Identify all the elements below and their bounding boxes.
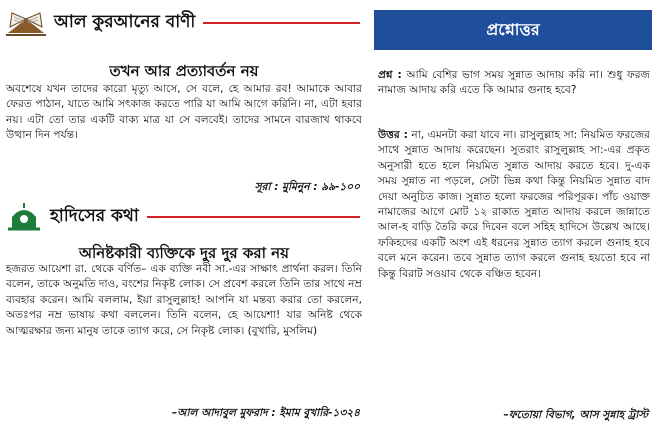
- qa-answer-label: উত্তর :: [378, 129, 408, 141]
- hadith-body: হজরত আয়েশা রা. থেকে বর্ণিত– এক ব্যক্তি নবী সা.-এর সাক্ষাৎ প্রার্থনা করল। তিনি বলেন, তাকে অনুমতি দাও, বংশের নিকৃষ্ট লোক। সে প্রবেশ করলে তিনি তার সাথে নম্র ব্যবহার করেন। আমি বললাম, ইয়া রাসুলুল্লাহ! আপনি যা মন্তব্য করার তো করলেন, অতঃপর নম্র ভাষায় কথা বললেন। তিনি বলেন, হে আয়েশা! যার অনিষ্ট থেকে আত্মরক্ষার জন্য মানুষ তাকে ত্যাগ করে, সে নিকৃষ্ট লোক। (বুখারি, মুসলিম): [6, 263, 363, 337]
- left-column: [4, 4, 364, 434]
- quran-body: অবশেষে যখন তাদের কারো মৃত্যু আসে, সে বলে, হে আমার রব! আমাকে আবার ফেরত পাঠান, যাতে আমি সৎকাজ করতে পারি যা আমি আগে করিনি। না, এটা হবার নয়। এটা তো তার একটি বাক্য মাত্র যা সে বলবেই। তাদের সামনে বারজাখ থাকবে উত্থান দিন পর্যন্ত।: [6, 83, 362, 142]
- hadith-section-title: হাদিসের কথা: [50, 206, 139, 226]
- qa-banner: [374, 10, 652, 50]
- quran-headline: তখন আর প্রত্যাবর্তন নয়: [109, 62, 259, 80]
- quran-section-header: [4, 8, 360, 38]
- quran-book-icon: [4, 9, 48, 37]
- quran-section-title: আল কুরআনের বাণী: [54, 12, 196, 32]
- qa-question-text: আমি বেশির ভাগ সময় সুন্নাত আদায় করি না। শুধু ফরজ নামাজ আদায় করি এতে কি আমার গুনাহ হবে?: [378, 69, 651, 97]
- qa-answer: [378, 128, 650, 282]
- hadith-headline: অনিষ্টকারী ব্যক্তিকে দুর দুর করা নয়: [79, 244, 289, 262]
- qa-banner-title: প্রশ্নোত্তর: [486, 19, 540, 39]
- quran-source: সূরা : মুমিনুন : ৯৯-১০০: [254, 181, 360, 193]
- hadith-red-rule: [147, 216, 360, 218]
- mosque-icon: [4, 201, 44, 233]
- qa-answer-text: না, এমনটা করা যাবে না। রাসুলুল্লাহ সা: নিয়মিত ফরজের সাথে সুন্নাত আদায় করেছেন। সুতরাং রাসুলুল্লাহ সা:-এর প্রকৃত অনুসারী হতে হলে নিয়মিত সুন্নাত আদায় করতে হবে। দু-এক সময় সুন্নাত না পড়লে, সেটা ভিন্ন কথা কিন্তু নিয়মিত সুন্নাত বাদ দেয়া অনুচিত কাজ। সুন্নাত হলো ফরজের পরিপূরক। পাঁচ ওয়াক্ত নামাজের আগে মোট ১২ রাকাত সুন্নাত আদায় করলে জান্নাতে আল-হ বাড়ি তৈরি করে দিবেন বলে সহিহ হাদিসে উল্লেখ আছে। ফকিহদের একটি অংশ এই ধরনের সুন্নাত ত্যাগ করলে গুনাহ হবে বলে মনে করেন। তবে সুন্নাত ত্যাগ করলে গুনাহ হয়তো হবে না কিন্তু বিরাট সওয়াব থেকে বঞ্চিত হবেন।: [378, 129, 650, 280]
- hadith-source: –আল আদাবুল মুফরাদ : ইমাম বুখারি-১৩২৪: [171, 407, 360, 419]
- qa-question-label: প্রশ্ন :: [378, 69, 402, 81]
- hadith-section-header: [4, 202, 360, 232]
- quran-red-rule: [203, 22, 360, 24]
- qa-credit: –ফতোয়া বিভাগ, আস সুন্নাহ ট্রাস্ট: [503, 409, 648, 421]
- right-column: [374, 10, 652, 432]
- qa-question: [378, 68, 650, 99]
